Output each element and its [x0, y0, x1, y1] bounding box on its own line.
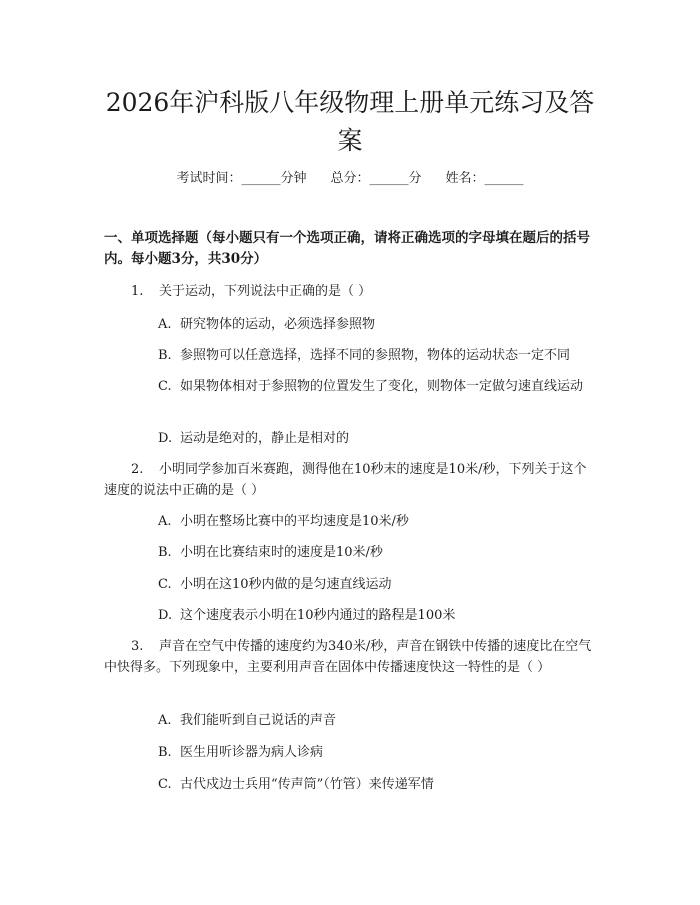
option-text: 小明在整场比赛中的平均速度是10米/秒 [180, 514, 409, 529]
question-1-option-b [104, 345, 599, 366]
option-text: 研究物体的运动，必须选择参照物 [180, 317, 376, 332]
option-letter: D. [158, 608, 173, 623]
exam-info-line [0, 170, 700, 188]
question-1-stem [104, 281, 599, 302]
option-letter: B. [158, 545, 172, 560]
question-3-option-c [104, 774, 599, 795]
question-2-option-c [104, 574, 599, 595]
option-letter: C. [158, 777, 172, 792]
option-letter: C. [158, 379, 172, 394]
question-1-option-a [104, 314, 599, 335]
question-1-option-d [104, 428, 599, 449]
option-text: 小明在这10秒内做的是匀速直线运动 [180, 577, 392, 592]
question-3-stem [104, 636, 599, 678]
section-heading: 一、单项选择题（每小题只有一个选项正确，请将正确选项的字母填在题后的括号内。每小题3分，共30分） [104, 230, 590, 267]
question-number: 2. [131, 462, 144, 477]
option-text: 这个速度表示小明在10秒内通过的路程是100米 [180, 608, 456, 623]
question-1-option-c [104, 376, 599, 397]
question-2-option-a [104, 511, 599, 532]
option-text: 医生用听诊器为病人诊病 [180, 745, 324, 760]
question-2-option-d [104, 605, 599, 626]
total-score-field: 总分：______分 [330, 171, 422, 186]
question-3-option-b [104, 742, 599, 763]
question-2-stem [104, 459, 599, 501]
option-text: 如果物体相对于参照物的位置发生了变化，则物体一定做匀速直线运动 [180, 379, 584, 394]
option-letter: A. [158, 317, 172, 332]
option-letter: B. [158, 745, 172, 760]
option-letter: C. [158, 577, 172, 592]
option-text: 古代戍边士兵用“传声筒”（竹管）来传递军情 [180, 777, 434, 792]
option-text: 我们能听到自己说话的声音 [180, 713, 337, 728]
option-text: 小明在比赛结束时的速度是10米/秒 [180, 545, 383, 560]
question-number: 3. [131, 639, 144, 654]
option-letter: D. [158, 431, 173, 446]
question-text: 声音在空气中传播的速度约为340米/秒，声音在钢铁中传播的速度比在空气中快得多。下列现象中，主要利用声音在固体中传播速度快这一特性的是（ ） [104, 639, 592, 675]
document-title: 2026年沪科版八年级物理上册单元练习及答案 [105, 88, 595, 155]
option-letter: B. [158, 348, 172, 363]
question-text: 关于运动，下列说法中正确的是（ ） [159, 284, 372, 299]
exam-time-field: 考试时间：______分钟 [176, 171, 307, 186]
question-number: 1. [131, 284, 144, 299]
option-letter: A. [158, 713, 172, 728]
question-2-option-b [104, 542, 599, 563]
option-letter: A. [158, 514, 172, 529]
question-text: 小明同学参加百米赛跑，测得他在10秒末的速度是10米/秒，下列关于这个速度的说法中正确的是（ ） [104, 462, 587, 498]
option-text: 参照物可以任意选择，选择不同的参照物，物体的运动状态一定不同 [180, 348, 571, 363]
option-text: 运动是绝对的，静止是相对的 [180, 431, 350, 446]
student-name-field: 姓名：______ [445, 171, 524, 186]
question-3-option-a [104, 710, 599, 731]
